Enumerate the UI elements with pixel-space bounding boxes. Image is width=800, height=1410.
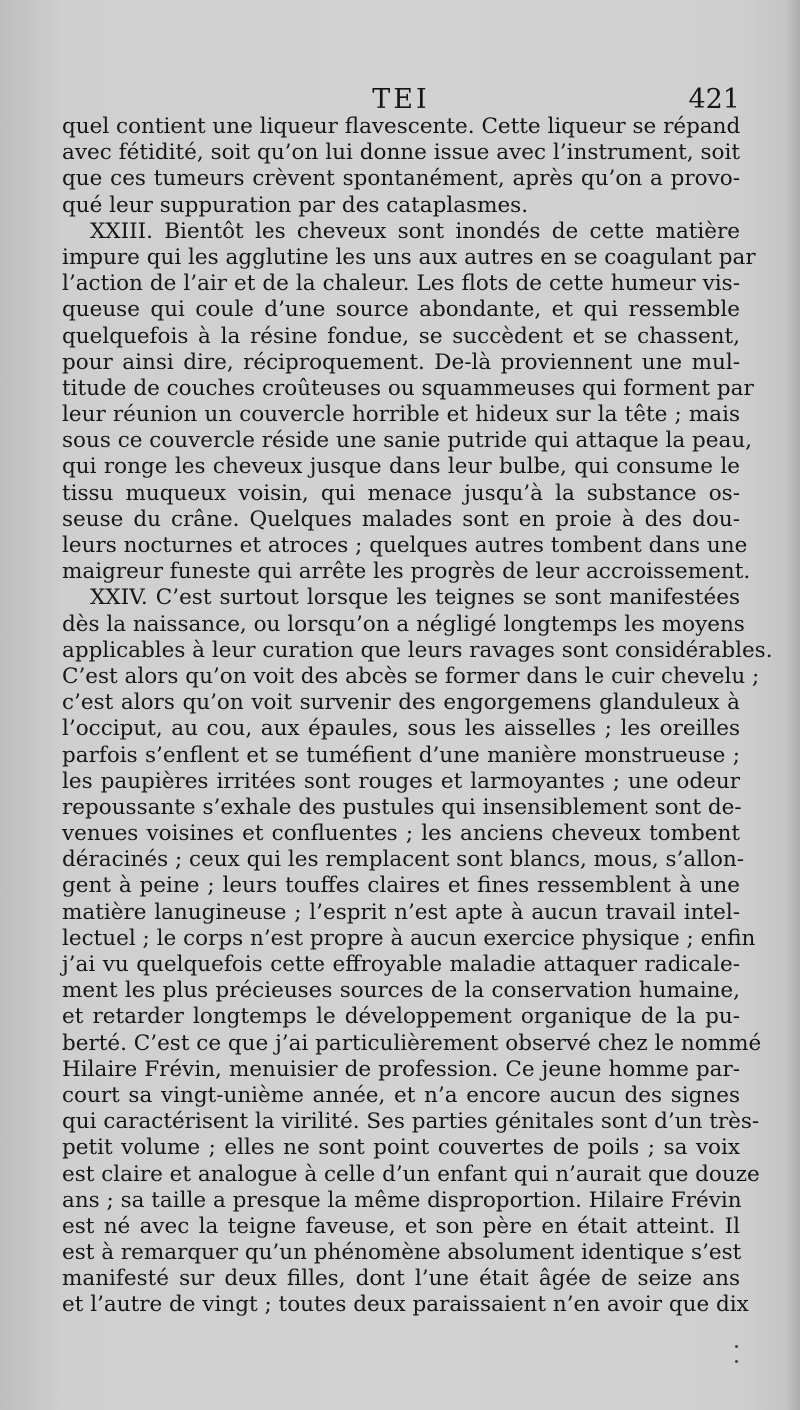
text-line: ans ; sa taille a presque la même disproportion. Hilaire Frévin [62, 1187, 742, 1213]
text-line: berté. C’est ce que j’ai particulièrement observé chez le nommé [62, 1030, 762, 1056]
text-line: sous ce couvercle réside une sanie putride qui attaque la peau, [62, 428, 753, 454]
text-line: matière lanugineuse ; l’esprit n’est apte à aucun travail intel- [62, 899, 740, 925]
text-line: que ces tumeurs crèvent spontanément, après qu’on a provo- [62, 166, 740, 192]
text-line: quel contient une liqueur flavescente. Cette liqueur se répand [62, 114, 741, 139]
text-line: l’occiput, au cou, aux épaules, sous les aisselles ; les oreilles [62, 716, 740, 742]
text-line: repoussante s’exhale des pustules qui insensiblement sont de- [62, 794, 742, 820]
paper-speck [735, 1345, 738, 1348]
text-line: petit volume ; elles ne sont point couvertes de poils ; sa voix [62, 1135, 740, 1161]
text-line: et retarder longtemps le développement organique de la pu- [62, 1004, 740, 1030]
text-line: ment les plus précieuses sources de la conservation humaine, [62, 978, 740, 1004]
text-line: C’est alors qu’on voit des abcès se former dans le cuir chevelu ; [62, 663, 760, 689]
text-line: dès la naissance, ou lorsqu’on a négligé longtemps les moyens [62, 611, 745, 637]
text-line: applicables à leur curation que leurs ravages sont considérables. [62, 637, 773, 663]
running-head: TEI [372, 84, 430, 115]
text-line: Hilaire Frévin, menuisier de profession. Ce jeune homme par- [62, 1056, 740, 1082]
text-line: maigreur funeste qui arrête les progrès de leur accroissement. [62, 559, 751, 585]
body-text [62, 114, 773, 1319]
text-line: titude de couches croûteuses ou squammeuses qui forment par [62, 375, 754, 401]
text-line: j’ai vu quelquefois cette effroyable maladie attaquer radicale- [62, 952, 740, 977]
text-line: avec fétidité, soit qu’on lui donne issue avec l’instrument, soit [62, 140, 740, 166]
text-line: gent à peine ; leurs touffes claires et fines ressemblent à une [62, 873, 740, 899]
text-line: queuse qui coule d’une source abondante, et qui ressemble [62, 297, 740, 323]
text-line: seuse du crâne. Quelques malades sont en proie à des dou- [62, 506, 740, 532]
text-line: court sa vingt-unième année, et n’a encore aucun des signes [62, 1082, 740, 1108]
text-line: est né avec la teigne faveuse, et son père en était atteint. Il [62, 1213, 740, 1239]
text-line: est claire et analogue à celle d’un enfant qui n’aurait que douze [62, 1161, 760, 1187]
paragraph-xxiv-start: XXIV. C’est surtout lorsque les teignes se sont manifestées [90, 585, 740, 611]
page-number: 421 [688, 84, 740, 115]
text-line: et l’autre de vingt ; toutes deux paraissaient n’en avoir que dix [62, 1292, 749, 1318]
text-line: les paupières irritées sont rouges et larmoyantes ; une odeur [62, 768, 740, 794]
text-line: venues voisines et confluentes ; les anciens cheveux tombent [62, 821, 740, 847]
page-edge-shadow [786, 0, 800, 1410]
paragraph-xxiii-start: XXIII. Bientôt les cheveux sont inondés de cette matière [90, 218, 740, 244]
text-line: leur réunion un couvercle horrible et hideux sur la tête ; mais [62, 402, 740, 428]
text-line: qui caractérisent la virilité. Ses parties génitales sont d’un très- [62, 1109, 760, 1135]
paper-speck [735, 1360, 738, 1363]
text-line: impure qui les agglutine les uns aux autres en se coagulant par [62, 244, 756, 270]
text-line: qui ronge les cheveux jusque dans leur bulbe, qui consume le [62, 454, 740, 480]
text-line: quelquefois à la résine fondue, se succèdent et se chassent, [62, 323, 740, 349]
text-line: manifesté sur deux filles, dont l’une était âgée de seize ans [62, 1266, 740, 1292]
text-line: pour ainsi dire, réciproquement. De-là proviennent une mul- [62, 349, 740, 375]
text-line: c’est alors qu’on voit survenir des engorgemens glanduleux à [62, 690, 740, 716]
text-line: l’action de l’air et de la chaleur. Les flots de cette humeur vis- [62, 271, 740, 297]
text-line: lectuel ; le corps n’est propre à aucun exercice physique ; enfin [62, 925, 756, 951]
text-line: déracinés ; ceux qui les remplacent sont blancs, mous, s’allon- [62, 847, 745, 873]
text-line: est à remarquer qu’un phénomène absolument identique s’est [62, 1240, 742, 1266]
text-line: tissu muqueux voisin, qui menace jusqu’à la substance os- [62, 480, 740, 506]
text-line: parfois s’enflent et se tuméfient d’une manière monstrueuse ; [62, 742, 740, 768]
text-line: leurs nocturnes et atroces ; quelques autres tombent dans une [62, 533, 748, 558]
text-line: qué leur suppuration par des cataplasmes. [62, 192, 529, 218]
